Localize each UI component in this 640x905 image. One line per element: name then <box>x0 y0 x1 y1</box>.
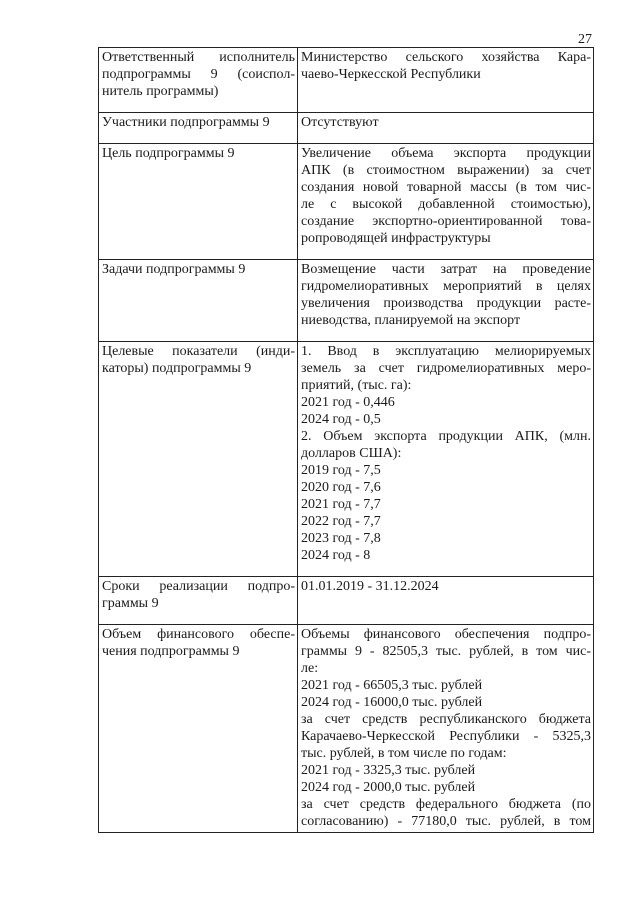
label-line: Объем финансового обеспе- <box>102 627 295 642</box>
value-line: тыс. рублей, в том числе по годам: <box>301 746 507 761</box>
value-line: ниеводства, планируемой на экспорт <box>301 313 521 328</box>
label-line: подпрограммы 9 (соиспол- <box>102 67 295 82</box>
row-value-cell <box>298 144 594 260</box>
value-line: увеличения производства продукции расте- <box>301 296 591 311</box>
label-line: чения подпрограммы 9 <box>102 644 240 659</box>
row-label-cell <box>99 260 298 342</box>
label-line: Цель подпрограммы 9 <box>102 146 235 161</box>
value-line: граммы 9 - 82505,3 тыс. рублей, в том чис- <box>301 644 591 659</box>
value-line: ропроводящей инфраструктуры <box>301 231 491 246</box>
label-line: граммы 9 <box>102 596 159 611</box>
table-row <box>99 342 594 577</box>
value-line: 01.01.2019 - 31.12.2024 <box>301 579 439 594</box>
label-line: каторы) подпрограммы 9 <box>102 361 252 376</box>
value-line: гидромелиоративных мероприятий в целях <box>301 279 591 294</box>
label-line: нитель программы) <box>102 84 219 99</box>
value-line: ле: <box>301 661 319 676</box>
value-line: 2021 год - 0,446 <box>301 395 395 410</box>
value-line: земель за счет гидромелиоративных меро- <box>301 361 591 376</box>
value-line: 2. Объем экспорта продукции АПК, (млн. <box>301 429 591 444</box>
row-value-cell <box>298 625 594 833</box>
value-line: чаево-Черкесской Республики <box>301 67 481 82</box>
value-line: 2024 год - 16000,0 тыс. рублей <box>301 695 483 710</box>
row-label-cell <box>99 342 298 577</box>
row-value-cell <box>298 113 594 144</box>
subprogram-passport-table <box>98 47 594 833</box>
value-line: Увеличение объема экспорта продукции <box>301 146 591 161</box>
row-value-cell <box>298 260 594 342</box>
value-line: Объемы финансового обеспечения подпро- <box>301 627 591 642</box>
row-value-cell <box>298 577 594 625</box>
label-line: Ответственный исполнитель <box>102 50 295 65</box>
value-line: 2024 год - 0,5 <box>301 412 381 427</box>
value-line: АПК (в стоимостном выражении) за счет <box>301 163 591 178</box>
row-value-cell <box>298 342 594 577</box>
value-line: 2020 год - 7,6 <box>301 480 381 495</box>
row-label-cell <box>99 577 298 625</box>
value-line: Отсутствуют <box>301 115 379 130</box>
value-line: 2021 год - 66505,3 тыс. рублей <box>301 678 483 693</box>
value-line: 2021 год - 3325,3 тыс. рублей <box>301 763 476 778</box>
value-line: 2024 год - 8 <box>301 548 371 563</box>
value-line: ле с высокой добавленной стоимостью), <box>301 197 591 212</box>
table-row <box>99 48 594 113</box>
value-line: долларов США): <box>301 446 402 461</box>
table-row <box>99 625 594 833</box>
value-line: за счет средств федерального бюджета (по <box>301 797 591 812</box>
row-label-cell <box>99 113 298 144</box>
value-line: создание экспортно-ориентированной това- <box>301 214 591 229</box>
table-row <box>99 144 594 260</box>
table-row <box>99 113 594 144</box>
value-line: Возмещение части затрат на проведение <box>301 262 591 277</box>
table-row <box>99 260 594 342</box>
row-label-cell <box>99 144 298 260</box>
row-label-cell <box>99 48 298 113</box>
value-line: создания новой товарной массы (в том чис- <box>301 180 591 195</box>
label-line: Участники подпрограммы 9 <box>102 115 270 130</box>
value-line: 1. Ввод в эксплуатацию мелиорируемых <box>301 344 591 359</box>
value-line: 2023 год - 7,8 <box>301 531 381 546</box>
table-row <box>99 577 594 625</box>
row-value-cell <box>298 48 594 113</box>
value-line: согласованию) - 77180,0 тыс. рублей, в том <box>301 814 591 829</box>
value-line: приятий, (тыс. га): <box>301 378 412 393</box>
value-line: за счет средств республиканского бюджета <box>301 712 591 727</box>
value-line: 2024 год - 2000,0 тыс. рублей <box>301 780 476 795</box>
value-line: Министерство сельского хозяйства Кара- <box>301 50 591 65</box>
row-label-cell <box>99 625 298 833</box>
value-line: 2019 год - 7,5 <box>301 463 381 478</box>
label-line: Задачи подпрограммы 9 <box>102 262 246 277</box>
value-line: 2021 год - 7,7 <box>301 497 381 512</box>
page-number: 27 <box>578 32 592 47</box>
label-line: Целевые показатели (инди- <box>102 344 295 359</box>
value-line: 2022 год - 7,7 <box>301 514 381 529</box>
value-line: Карачаево-Черкесской Республики - 5325,3 <box>301 729 591 744</box>
label-line: Сроки реализации подпро- <box>102 579 295 594</box>
